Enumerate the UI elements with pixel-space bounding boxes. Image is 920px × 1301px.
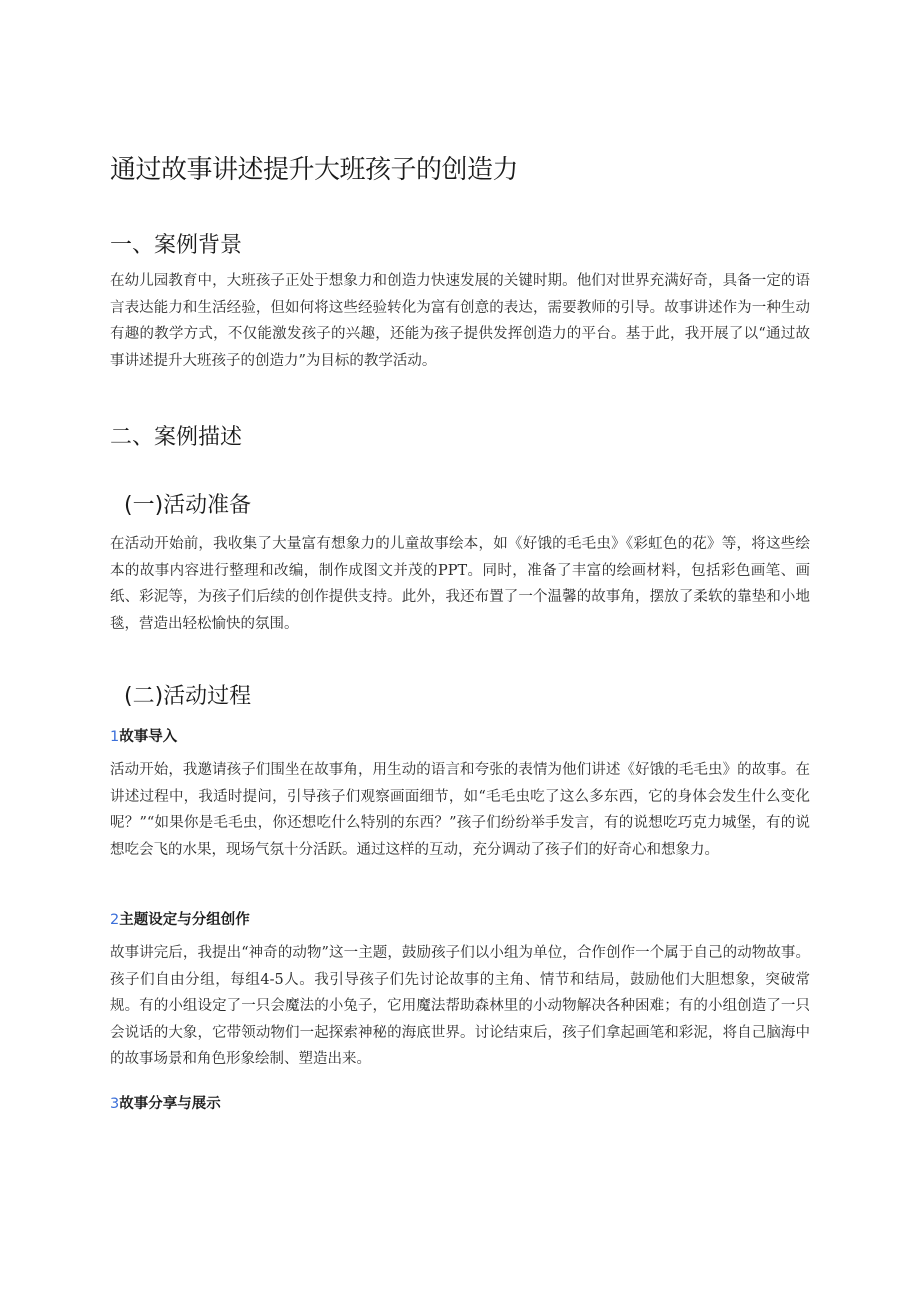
paragraph-step-1: 活动开始，我邀请孩子们围坐在故事角，用生动的语言和夸张的表情为他们讲述《好饿的毛毛虫》的故事。在讲述过程中，我适时提问，引导孩子们观察画面细节，如“毛毛虫吃了这么多东西，它的身体会发生什么变化呢？”“如果你是毛毛虫，你还想吃什么特别的东西？”孩子们纷纷举手发言，有的说想吃巧克力城堡，有的说想吃会飞的水果，现场气氛十分活跃。通过这样的互动，充分调动了孩子们的好奇心和想象力。 (110, 762, 810, 858)
paragraph-step-2: 故事讲完后，我提出“神奇的动物”这一主题，鼓励孩子们以小组为单位，合作创作一个属于自己的动物故事。孩子们自由分组，每组4-5人。我引导孩子们先讨论故事的主角、情节和结局，鼓励他们大胆想象，突破常规。有的小组设定了一只会魔法的小兔子，它用魔法帮助森林里的小动物解决各种困难；有的小组创造了一只会说话的大象，它带领动物们一起探索神秘的海底世界。讨论结束后，孩子们拿起画笔和彩泥，将自己脑海中的故事场景和角色形象绘制、塑造出来。 (110, 945, 810, 1067)
heading-preparation: (一)活动准备 (124, 493, 252, 518)
step-number-2: 2 (110, 912, 120, 928)
step-number-3: 3 (110, 1096, 120, 1112)
heading-process: (二)活动过程 (124, 684, 252, 709)
step-number-1: 1 (110, 729, 120, 745)
step-label-2: 主题设定与分组创作 (119, 912, 250, 928)
paragraph-background: 在幼儿园教育中，大班孩子正处于想象力和创造力快速发展的关键时期。他们对世界充满好奇，具备一定的语言表达能力和生活经验，但如何将这些经验转化为富有创意的表达，需要教师的引导。故事讲述作为一种生动有趣的教学方式，不仅能激发孩子的兴趣，还能为孩子提供发挥创造力的平台。基于此，我开展了以“通过故事讲述提升大班孩子的创造力”为目标的教学活动。 (110, 273, 810, 369)
paragraph-preparation: 在活动开始前，我收集了大量富有想象力的儿童故事绘本，如《好饿的毛毛虫》《彩虹色的花》等，将这些绘本的故事内容进行整理和改编，制作成图文并茂的PPT。同时，准备了丰富的绘画材料，包括彩色画笔、画纸、彩泥等，为孩子们后续的创作提供支持。此外，我还布置了一个温馨的故事角，摆放了柔软的靠垫和小地毯，营造出轻松愉快的氛围。 (110, 536, 810, 632)
step-label-1: 故事导入 (119, 729, 178, 745)
step-heading-3 (110, 1092, 221, 1113)
document-title: 通过故事讲述提升大班孩子的创造力 (110, 155, 519, 185)
heading-description: 二、案例描述 (110, 425, 243, 450)
heading-background: 一、案例背景 (110, 233, 243, 258)
step-label-3: 故事分享与展示 (119, 1096, 221, 1112)
step-heading-1 (110, 725, 177, 746)
step-heading-2 (110, 908, 250, 929)
